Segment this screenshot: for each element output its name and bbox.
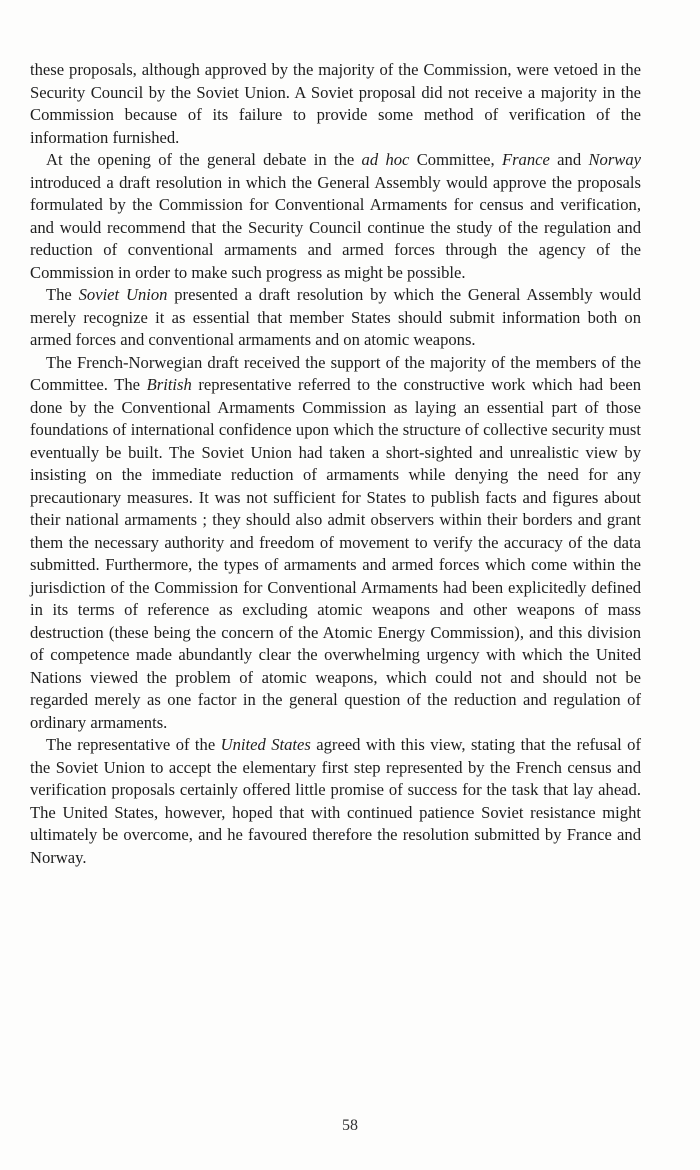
paragraph-1	[30, 59, 641, 149]
paragraph-4	[30, 352, 641, 735]
paragraph-1-text: these proposals, although approved by the majority of the Commission, were vetoed in the Security Council by the Soviet Union. A Soviet proposal did not receive a majority in the Commission because of its failure to provide some method of verification of the information furnished.	[30, 60, 641, 147]
paragraph-3-text: The	[46, 285, 79, 304]
paragraph-4-text: representative referred to the constructive work which had been done by the Conventional Armaments Commission as laying an essential part of those foundations of international confidence upon which the structure of collective security must eventually be built. The Soviet Union had taken a short-sighted and unrealistic view by insisting on the immediate reduction of armaments while denying the need for any precautionary measures. It was not sufficient for States to publish facts and figures about their national armaments ; they should also admit observers within their borders and grant them the necessary authority and freedom of movement to verify the accuracy of the data submitted. Furthermore, the types of armaments and armed forces which come within the jurisdiction of the Commission for Conventional Armaments had been explicitedly defined in its terms of reference as excluding atomic weapons and other weapons of mass destruction (these being the concern of the Atomic Energy Commission), and this division of competence made abundantly clear the overwhelming urgency with which the United Nations viewed the problem of atomic weapons, which could not and should not be regarded merely as one factor in the general question of the reduction and regulation of ordinary armaments.	[30, 375, 642, 732]
body-text	[30, 59, 641, 869]
paragraph-2-text: introduced a draft resolution in which the General Assembly would approve the proposals formulated by the Commission for Conventional Armaments for census and verification, and would recommend that the Security Council continue the study of the regulation and reduction of conventional armaments and armed forces through the agency of the Commission in order to make such progress as might be possible.	[30, 172, 641, 282]
page-number: 58	[342, 1117, 358, 1134]
paragraph-5-text: agreed with this view, stating that the refusal of the Soviet Union to accept the elementary first step represented by the French census and verification proposals certainly offered little promise of success for the task that lay ahead. The United States, however, hoped that with continued patience Soviet resistance might ultimately be overcome, and he favoured therefore the resolution submitted by France and Norway.	[30, 735, 641, 867]
paragraph-4-text: The French-Norwegian draft received the support of the majority of the members of the Committee. The	[30, 352, 641, 394]
paragraph-2-text: At the opening of the general debate in the	[46, 150, 362, 169]
paragraph-3-text: presented a draft resolution by which the General Assembly would merely recognize it as essential that member States should submit information both on armed forces and conventional armaments and on atomic weapons.	[30, 285, 641, 349]
paragraph-2-text: and	[549, 150, 589, 169]
paragraph-2	[30, 149, 641, 284]
paragraph-3	[30, 284, 641, 352]
country-soviet-union: Soviet Union	[78, 285, 168, 304]
country-united-states: United States	[220, 735, 311, 754]
country-norway: Norway	[588, 150, 642, 169]
country-british: British	[146, 375, 192, 394]
paragraph-5-text: The representative of the	[46, 735, 221, 754]
paragraph-5	[30, 734, 641, 869]
ad-hoc-term: ad hoc	[361, 150, 410, 169]
country-france: France	[501, 150, 550, 169]
paragraph-2-text: Committee,	[409, 150, 502, 169]
